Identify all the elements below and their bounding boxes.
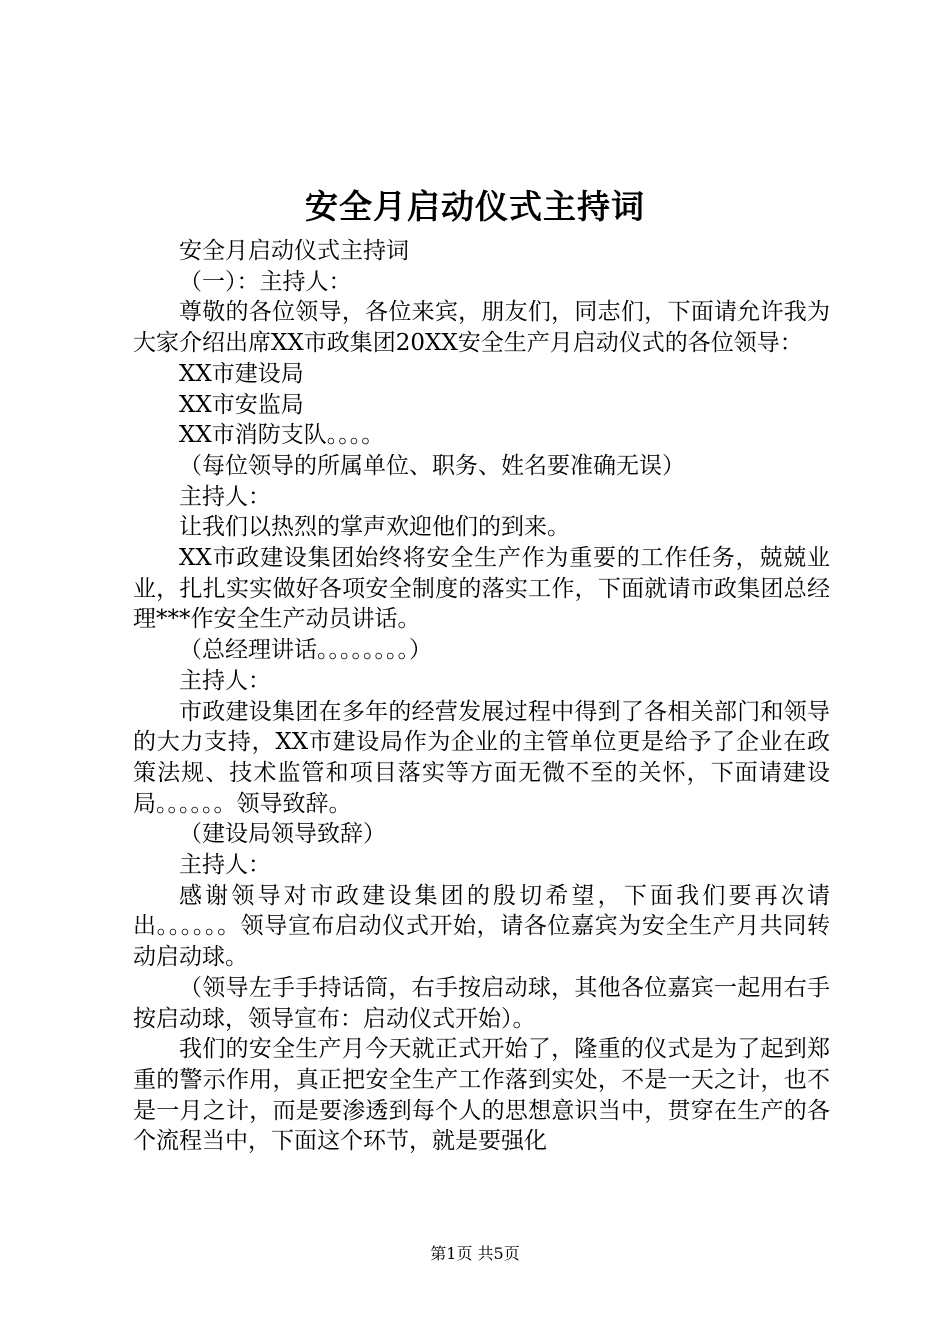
document-body xyxy=(133,236,830,1157)
paragraph: 主持人： xyxy=(179,667,271,694)
paragraph: 主持人： xyxy=(179,483,271,510)
paragraph: 感谢领导对市政建设集团的殷切希望，下面我们要再次请出。。。。。。领导宣布启动仪式开始，请各位嘉宾为安全生产月共同转动启动球。 xyxy=(133,882,830,971)
paragraph: （每位领导的所属单位、职务、姓名要准确无误） xyxy=(179,452,685,479)
document-title: 安全月启动仪式主持词 xyxy=(305,187,645,226)
paragraph: XX市建设局 xyxy=(179,360,304,387)
paragraph: 我们的安全生产月今天就正式开始了，隆重的仪式是为了起到郑重的警示作用，真正把安全生产工作落到实处，不是一天之计，也不是一月之计，而是要渗透到每个人的思想意识当中，贯穿在生产的各个流程当中，下面这个环节，就是要强化 xyxy=(133,1036,830,1155)
paragraph: （领导左手手持话筒，右手按启动球，其他各位嘉宾一起用右手按启动球，领导宣布：启动仪式开始）。 xyxy=(133,974,830,1032)
paragraph: 市政建设集团在多年的经营发展过程中得到了各相关部门和领导的大力支持，XX市建设局作为企业的主管单位更是给予了企业在政策法规、技术监管和项目落实等方面无微不至的关怀，下面请建设局。。。。。。领导致辞。 xyxy=(133,698,830,817)
paragraph: XX市政建设集团始终将安全生产作为重要的工作任务，兢兢业业，扎扎实实做好各项安全制度的落实工作，下面就请市政集团总经理***作安全生产动员讲话。 xyxy=(133,545,830,633)
paragraph: XX市消防支队。。。。 xyxy=(179,422,385,449)
paragraph: （一）：主持人： xyxy=(179,268,352,295)
page-number-footer: 第1页 共5页 xyxy=(430,1244,520,1263)
paragraph: （建设局领导致辞） xyxy=(179,821,386,848)
paragraph: 让我们以热烈的掌声欢迎他们的到来。 xyxy=(179,514,570,541)
paragraph: XX市安监局 xyxy=(179,391,304,418)
paragraph: 尊敬的各位领导，各位来宾，朋友们，同志们，下面请允许我为大家介绍出席XX市政集团20XX安全生产月启动仪式的各位领导： xyxy=(133,299,830,357)
paragraph: 主持人： xyxy=(179,852,271,879)
paragraph: 安全月启动仪式主持词 xyxy=(179,238,409,264)
paragraph: （总经理讲话。。。。。。。。） xyxy=(179,637,432,664)
